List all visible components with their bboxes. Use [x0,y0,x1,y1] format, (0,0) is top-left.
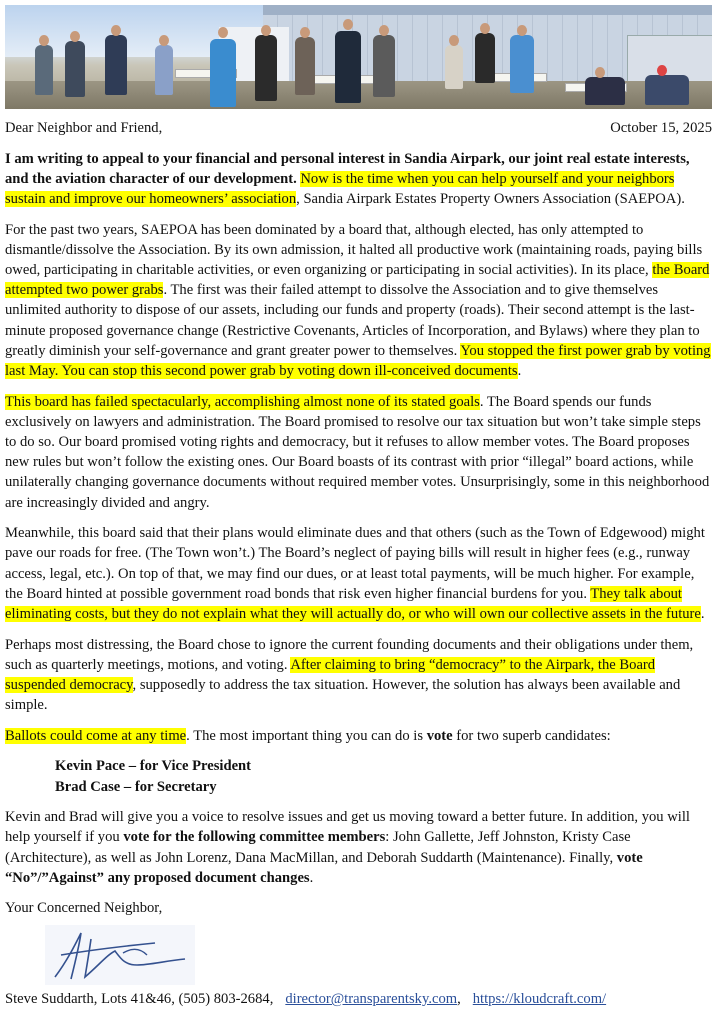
paragraph-democracy: Perhaps most distressing, the Board chose to ignore the current founding documents and their obligations under them, such as quarterly meetings, motions, and voting. After claiming to bring “democracy” to the Airpark, the Board suspended democracy, supposedly to address the tax situation. However, the solution has always been available and simple. [5,636,694,714]
letter-body [5,118,712,1020]
paragraph-committee: Kevin and Brad will give you a voice to resolve issues and get us moving toward a better future. In addition, you will help yourself if you vote for the following committee members: John Gallette, Jeff Johnston, Kristy Case (Architecture), as well as John Lorenz, Dana MacMillan, and Deborah Suddarth (Maintenance). Finally, vote “No”/”Against” any proposed document changes. [5,809,690,886]
candidate-item: Brad Case – for Secretary [55,778,217,795]
footer-contact: Steve Suddarth, Lots 41&46, (505) 803-2684, director@transparentsky.com, https://kloudcraft.com/ [5,991,607,1008]
candidate-item: Kevin Pace – for Vice President [55,758,252,775]
paragraph-appeal: I am writing to appeal to your financial and personal interest in Sandia Airpark, our joint real estate interests, and the aviation character of our development. Now is the time when you can help yourself and your neighbors sustain and improve our homeowners’ association, Sandia Airpark Estates Property Owners Association (SAEPOA). [5,150,690,207]
appeal-bold: I am writing to appeal to your financial and personal interest in Sandia Airpark, our joint real estate interests, and the aviation character of our development [5,150,690,187]
highlight-text: They talk about eliminating costs, but they do not explain what they will actually do, or who will own our collective assets in the future [5,585,701,623]
candidate-list [55,756,712,796]
highlight-text: the Board attempted two power grabs [5,262,710,299]
signature-scribble [45,925,195,985]
highlight-text: Ballots could come at any time [5,727,187,744]
email-link[interactable]: director@transparentsky.com [285,991,458,1008]
highlight-text: Now is the time when you can help yourself and your neighbors sustain and improve our homeowners’ association [5,170,675,207]
highlight-text: After claiming to bring “democracy” to the Airpark, the Board suspended democracy [5,656,656,694]
closing: Your Concerned Neighbor, [5,900,163,917]
salutation: Dear Neighbor and Friend, [5,120,163,136]
banner-photo [5,5,712,109]
letter-date: October 15, 2025 [610,120,712,136]
signature [5,925,712,985]
dateline [5,118,712,138]
paragraph-costs: Meanwhile, this board said that their plans would eliminate dues and that others (such as the Town of Edgewood) might pave our roads for free. (The Town won’t.) The Board’s neglect of paying bills will result in higher fees (e.g., runway access, legal, etc.). On top of that, we may find our dues, or at least total payments, will be much higher. For example, the Board hinted at possible government road bonds that risk even higher financial burdens for you. They talk about eliminating costs, but they do not explain what they will actually do, or who will own our collective assets in the future. [5,525,705,623]
highlight-text: You stopped the first power grab by voting last May. You can stop this second power grab by voting down ill-conceived documents [5,342,711,380]
highlight-text: This board has failed spectacularly, accomplishing almost none of its stated goals [5,393,480,410]
paragraph-failures: This board has failed spectacularly, accomplishing almost none of its stated goals. The Board spends our funds exclusively on lawyers and administration. The Board promised to resolve our tax situation but won’t take simple steps to do so. Our board promised voting rights and democracy, but it refuses to allow member votes. The Board proposes new rules but won’t follow the existing ones. Our Board boasts of its contrast with prior “illegal” board actions, while unilaterally changing governance documents without required member votes. Unsurprisingly, some in this neighborhood are increasingly divided and angry. [5,393,710,511]
paragraph-ballots: Ballots could come at any time. The most important thing you can do is vote for two superb candidates: [5,727,611,744]
paragraph-history: For the past two years, SAEPOA has been dominated by a board that, although elected, has only attempted to dismantle/dissolve the Association. By its own admission, it halted all productive work (maintaining roads, paying bills owed, participating in charitable activities, or even organizing or participating in social activities). In its place, the Board attempted two power grabs. The first was their failed attempt to dissolve the Association and to give themselves unlimited authority to dispose of our assets, including our funds and property (roads). Their second attempt is the last-minute proposed governance change (Restrictive Covenants, Articles of Incorporation, and Bylaws) where they plan to greatly diminish your self-governance and grant greater power to themselves. You stopped the first power grab by voting last May. You can stop this second power grab by voting down ill-conceived documents. [5,221,711,380]
website-link[interactable]: https://kloudcraft.com/ [472,991,607,1008]
signer-name: Steve Suddarth, Lots 41&46, (505) 803-2684, [5,991,274,1008]
